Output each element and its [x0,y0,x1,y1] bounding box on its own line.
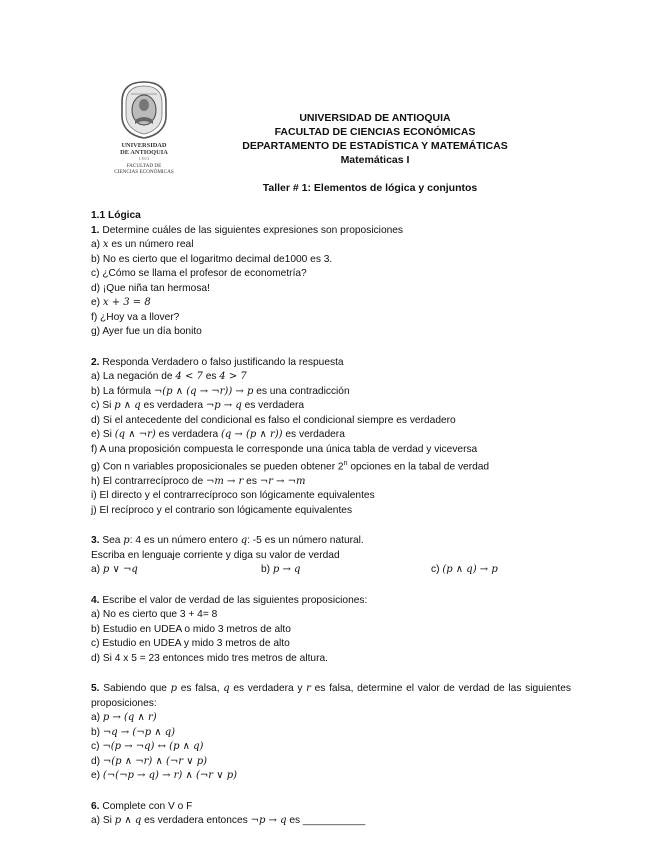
q4-item-c: c) Estudio en UDEA y mido 3 metros de alto [91,638,290,650]
q5-item-a: a) p → (q ∧ r) [91,712,157,724]
svg-text:1 8 0 3: 1 8 0 3 [138,157,150,161]
q4-item-d: d) Si 4 x 5 = 23 entonces mido tres metros de altura. [91,652,328,664]
q5-item-e: e) (¬(¬p → q) → r) ∧ (¬r ∨ p) [91,770,238,782]
q2-item-c: c) Si p ∧ q es verdadera ¬p → q es verdadera [91,400,305,411]
q1-item-g: g) Ayer fue un día bonito [91,326,202,337]
document-header [190,111,560,167]
q1-item-c: c) ¿Cómo se llama el profesor de econometría? [91,268,307,279]
svg-text:UNIVERSIDAD: UNIVERSIDAD [121,142,167,149]
question-3-instruction: Escriba en lenguaje corriente y diga su valor de verdad [91,549,340,561]
document-body [91,209,571,829]
faculty-name: FACULTAD DE CIENCIAS ECONÓMICAS [274,126,476,138]
question-6-prompt: 6. Complete con V o F [91,800,193,812]
workshop-title: Taller # 1: Elementos de lógica y conjuntos [262,182,478,194]
department-name: DEPARTAMENTO DE ESTADÍSTICA Y MATEMÁTICAS [242,140,508,152]
course-name: Matemáticas I [340,154,410,166]
question-3-prompt: 3. Sea p: 4 es un número entero q: -5 es un número natural. [91,535,364,547]
q3-item-c: c) (p ∧ q) → p [431,564,498,576]
q2-item-a: a) La negación de 4 < 7 es 4 > 7 [91,371,247,382]
q4-item-a: a) No es cierto que 3 + 4= 8 [91,609,218,621]
q2-item-i: i) El directo y el contrarrecíproco son lógicamente equivalentes [91,490,375,502]
q2-item-j: j) El recíproco y el contrario son lógicamente equivalentes [91,504,353,516]
q1-item-a: a) x es un número real [91,239,194,250]
q2-item-g: g) Con n variables proposicionales se pueden obtener 2$^n$ opciones en la tabal de verdad [91,460,490,473]
q3-item-a: a) p ∨ ¬q [91,564,138,576]
university-logo-icon [103,80,185,176]
q3-item-b: b) p → q [261,564,301,576]
q1-item-f: f) ¿Hoy va a llover? [91,311,180,323]
q2-item-b: b) La fórmula ¬(p ∧ (q → ¬r)) → p es una contradicción [91,385,350,397]
q6-item-a: a) Si p ∧ q es verdadera entonces ¬p → q es ___________ [91,815,366,827]
q2-item-e: e) Si (q ∧ ¬r) es verdadera (q → (p ∧ r)) es verdadera [91,429,345,440]
svg-text:CIENCIAS ECONÓMICAS: CIENCIAS ECONÓMICAS [114,169,174,175]
q2-item-d: d) Si el antecedente del condicional es falso el condicional siempre es verdadero [91,414,456,426]
university-name: UNIVERSIDAD DE ANTIOQUIA [299,112,451,124]
q5-item-b: b) ¬q → (¬p ∧ q) [91,726,176,738]
q2-item-h: h) El contrarrecíproco de ¬m → r es ¬r → ¬m [91,475,306,487]
q5-item-d: d) ¬(p ∧ ¬r) ∧ (¬r ∨ p) [91,755,208,767]
q1-item-e: e) x + 3 = 8 [91,297,151,308]
svg-text:DE ANTIOQUIA: DE ANTIOQUIA [120,149,168,156]
question-5-prompt: 5. Sabiendo que p es falsa, q es verdadera y r es falsa, determine el valor de verdad de las siguientes proposiciones: [91,683,571,709]
q5-item-c: c) ¬(p → ¬q) ↔ (p ∧ q) [91,741,204,753]
q2-item-f: f) A una proposición compuesta le corresponde una única tabla de verdad y viceversa [91,443,478,455]
q3-items [91,563,571,578]
section-heading-logic: 1.1 Lógica [91,210,141,221]
question-1-prompt: 1. Determine cuáles de las siguientes expresiones son proposiciones [91,224,404,236]
q1-item-b: b) No es cierto que el logaritmo decimal de1000 es 3. [91,253,333,265]
q4-item-b: b) Estudio en UDEA o mido 3 metros de alto [91,623,291,635]
question-2-prompt: 2. Responda Verdadero o falso justificando la respuesta [91,356,344,368]
svg-text:FACULTAD DE: FACULTAD DE [126,163,162,169]
question-4-prompt: 4. Escribe el valor de verdad de las siguientes proposiciones: [91,594,368,606]
q1-item-d: d) ¡Que niña tan hermosa! [91,282,210,294]
